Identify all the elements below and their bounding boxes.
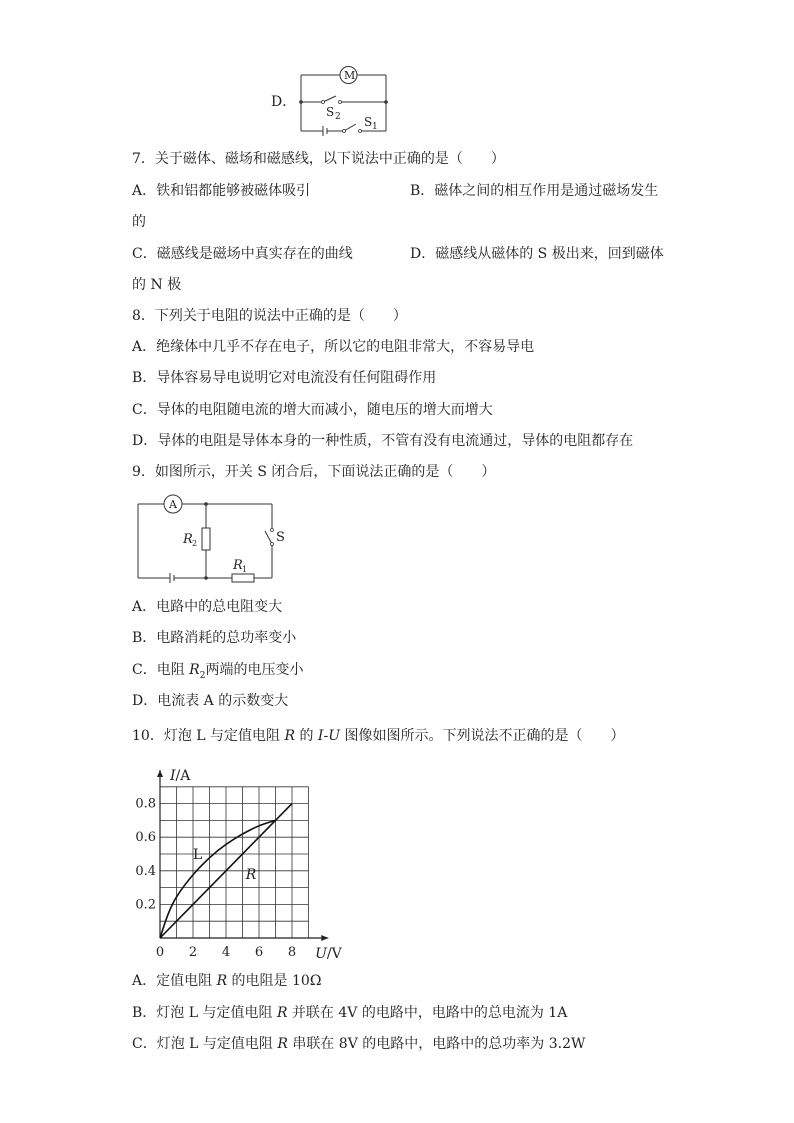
q9-option-a: A．电路中的总电阻变大 xyxy=(132,599,283,615)
r2-sub: 2 xyxy=(192,539,198,548)
ammeter-label: A xyxy=(169,498,177,511)
q7-option-a: A．铁和铝都能够被磁体吸引 xyxy=(132,183,311,199)
switch-s2-icon xyxy=(323,96,336,102)
r1-label: R xyxy=(233,558,243,573)
q7-stem: 7．关于磁体、磁场和磁感线，以下说法中正确的是（ ） xyxy=(132,151,505,167)
y-tick-label: 0.2 xyxy=(135,897,156,913)
q8-option-c: C．导体的电阻随电流的增大而减小，随电压的增大而增大 xyxy=(132,402,493,418)
y-axis-label: I/A xyxy=(170,768,191,784)
q7-option-d: D．磁感线从磁体的 S 极出来，回到磁体 xyxy=(410,246,664,262)
x-tick-label: 0 xyxy=(155,945,165,960)
switch-s-icon xyxy=(265,531,272,544)
x-axis-arrow-icon xyxy=(321,935,328,941)
q9-circuit-diagram xyxy=(134,492,284,584)
q7-option-d-cont: 的 N 极 xyxy=(132,277,182,293)
q10-option-a: A．定值电阻 R 的电阻是 10Ω xyxy=(132,973,322,989)
q8-option-b: B．导体容易导电说明它对电流没有任何阻碍作用 xyxy=(132,370,437,386)
q9-option-b: B．电路消耗的总功率变小 xyxy=(132,630,297,646)
q8-option-d: D．导体的电阻是导体本身的一种性质，不管有没有电流通过，导体的电阻都存在 xyxy=(132,433,634,449)
x-axis-label: U/V xyxy=(315,946,342,962)
resistor-r1-icon xyxy=(232,574,254,582)
r1-sub: 1 xyxy=(242,565,248,574)
switch-s1-label: S xyxy=(364,115,373,129)
q7-option-c: C．磁感线是磁场中真实存在的曲线 xyxy=(132,246,353,262)
series-r-label: R xyxy=(245,867,257,884)
x-tick-label: 6 xyxy=(254,945,264,960)
x-tick-label: 4 xyxy=(221,945,231,960)
switch-s2-label: S xyxy=(326,105,335,119)
q9-stem: 9．如图所示，开关 S 闭合后，下面说法正确的是（ ） xyxy=(132,464,496,480)
switch-s1-sub: 1 xyxy=(372,122,378,132)
x-tick-label: 8 xyxy=(287,945,297,960)
q9-option-d: D．电流表 A 的示数变大 xyxy=(132,693,289,709)
y-tick-label: 0.6 xyxy=(135,830,156,846)
q10-option-c: C．灯泡 L 与定值电阻 R 串联在 8V 的电路中，电路中的总功率为 3.2W xyxy=(132,1036,586,1052)
q6-circuit-diagram xyxy=(298,63,390,135)
y-tick-label: 0.4 xyxy=(135,863,156,879)
switch-s1-icon xyxy=(344,124,356,131)
y-tick-label: 0.8 xyxy=(135,796,156,812)
x-tick-label: 2 xyxy=(188,945,198,960)
switch-label: S xyxy=(276,530,285,545)
q10-option-b: B．灯泡 L 与定值电阻 R 并联在 4V 的电路中，电路中的总电流为 1A xyxy=(132,1005,568,1021)
q8-stem: 8．下列关于电阻的说法中正确的是（ ） xyxy=(132,308,407,324)
resistor-r2-icon xyxy=(202,528,210,550)
r2-label: R xyxy=(183,532,193,547)
y-axis-arrow-icon xyxy=(157,770,163,777)
motor-label: M xyxy=(344,69,356,82)
q7-option-b-cont: 的 xyxy=(132,214,146,230)
q8-option-a: A．绝缘体中几乎不存在电子，所以它的电阻非常大，不容易导电 xyxy=(132,339,535,355)
q10-stem: 10．灯泡 L 与定值电阻 R 的 I-U 图像如图所示。下列说法不正确的是（ ） xyxy=(132,728,625,744)
q6-option-d-label: D． xyxy=(271,94,297,110)
series-l-label: L xyxy=(193,847,203,863)
switch-s2-sub: 2 xyxy=(335,112,341,122)
iu-graph xyxy=(120,755,360,965)
q9-option-c: C．电阻 $R_2$两端的电压变小 xyxy=(132,662,304,681)
q7-option-b: B．磁体之间的相互作用是通过磁场发生 xyxy=(410,183,659,199)
